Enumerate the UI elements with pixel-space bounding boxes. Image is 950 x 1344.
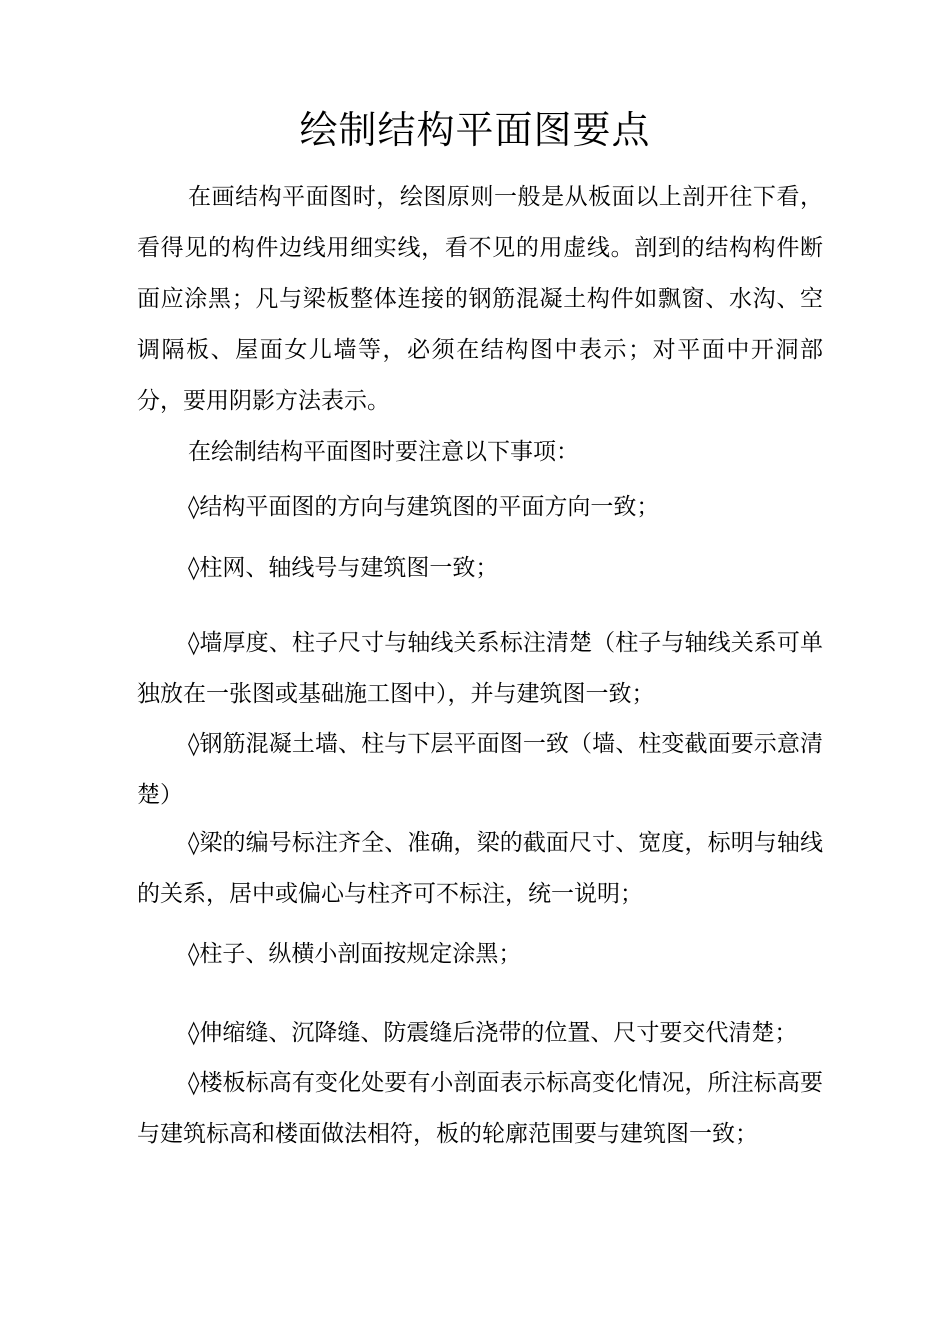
document-title: 绘制结构平面图要点 (299, 108, 651, 152)
list-item-floor-elevation: ◊楼板标高有变化处要有小剖面表示标高变化情况，所注标高要与建筑标高和楼面做法相符，板的轮廓范围要与建筑图一致； (137, 1070, 823, 1147)
list-item-direction: ◊结构平面图的方向与建筑图的平面方向一致； (188, 494, 660, 520)
list-item-joints: ◊伸缩缝、沉降缝、防震缝后浇带的位置、尺寸要交代清楚； (188, 1020, 798, 1046)
list-item-column-grid: ◊柱网、轴线号与建筑图一致； (188, 555, 499, 581)
list-item-beam-numbering: ◊梁的编号标注齐全、准确，梁的截面尺寸、宽度，标明与轴线的关系，居中或偏心与柱齐可不标注，统一说明； (137, 830, 823, 907)
list-item-section-fill: ◊柱子、纵横小剖面按规定涂黑； (188, 941, 522, 967)
list-item-wall-thickness: ◊墙厚度、柱子尺寸与轴线关系标注清楚（柱子与轴线关系可单独放在一张图或基础施工图中），并与建筑图一致； (137, 630, 823, 707)
paragraph-intro: 在画结构平面图时，绘图原则一般是从板面以上剖开往下看，看得见的构件边线用细实线，看不见的用虚线。剖到的结构构件断面应涂黑；凡与梁板整体连接的钢筋混凝土构件如飘窗、水沟、空调隔板、屋面女儿墙等，必须在结构图中表示；对平面中开洞部分，要用阴影方法表示。 (137, 184, 823, 414)
paragraph-notice-heading: 在绘制结构平面图时要注意以下事项： (188, 439, 579, 465)
list-item-concrete-wall: ◊钢筋混凝土墙、柱与下层平面图一致（墙、柱变截面要示意清楚） (137, 731, 823, 808)
